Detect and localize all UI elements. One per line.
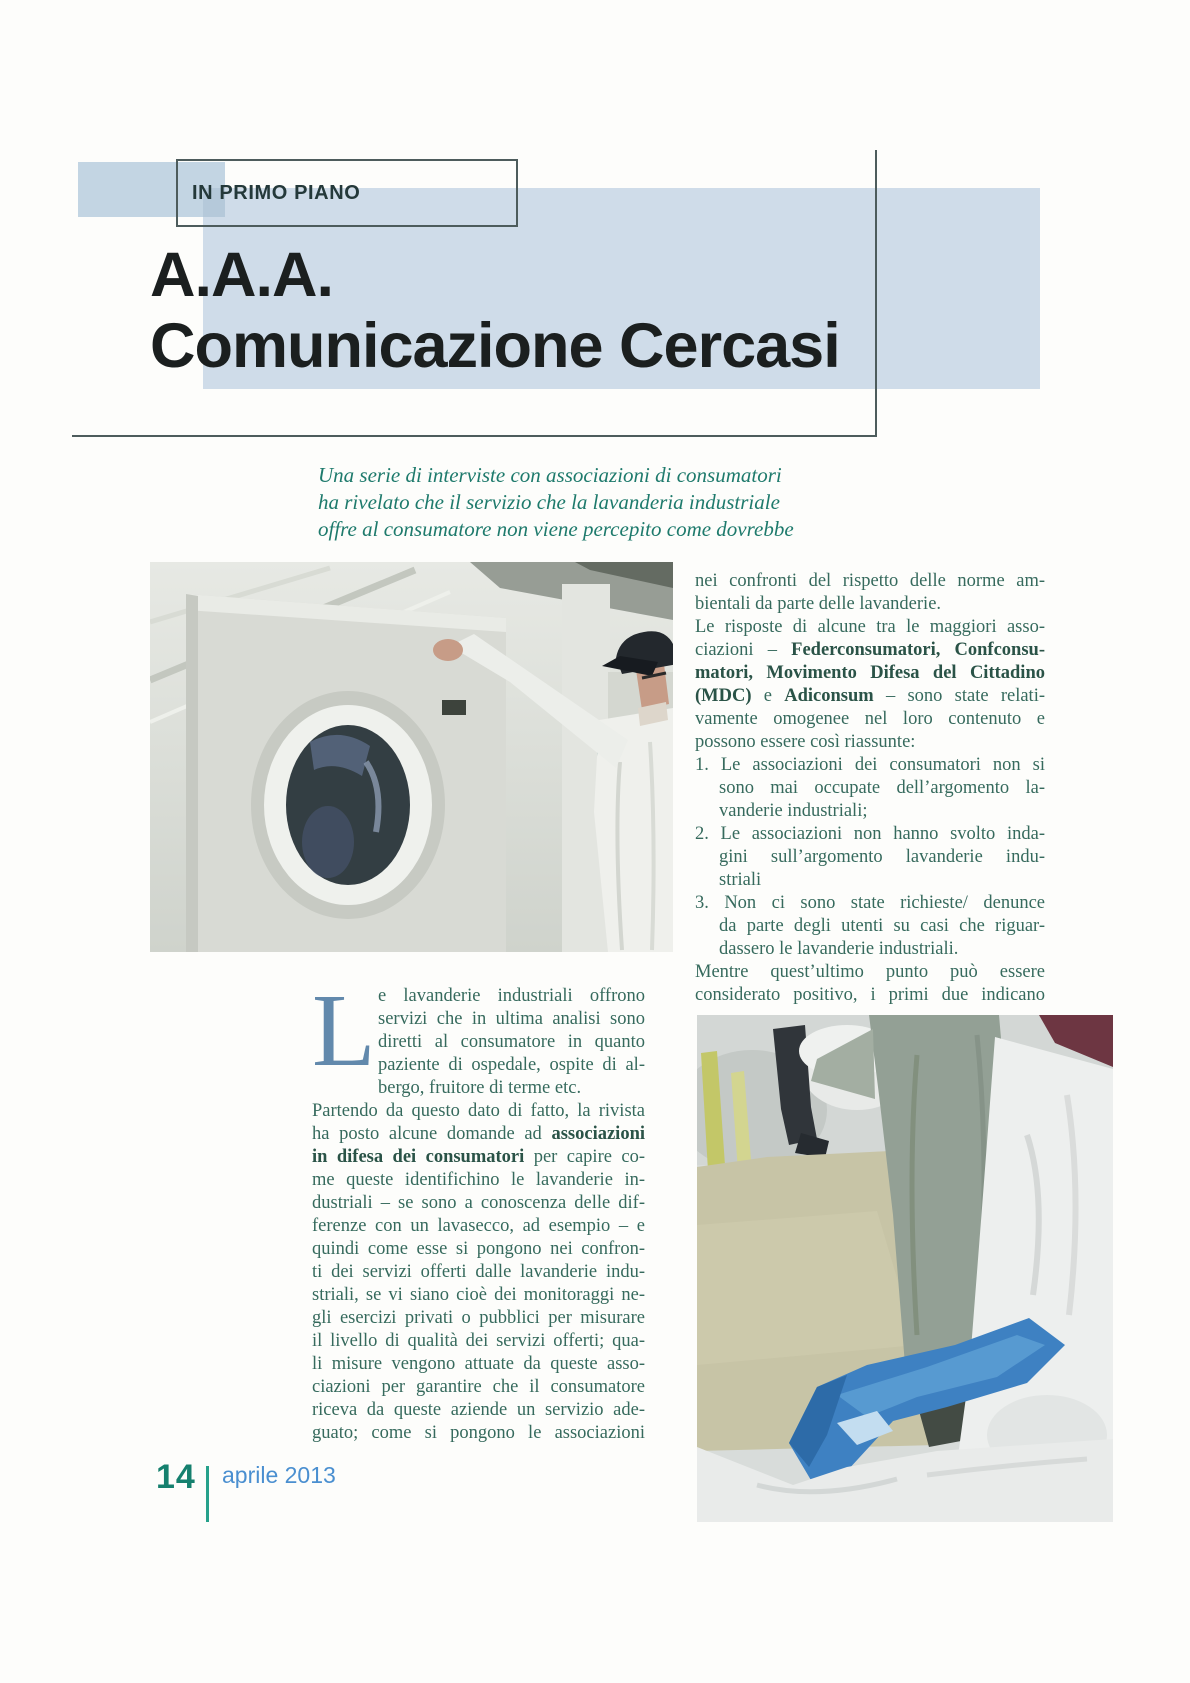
- text-line: [695, 823, 1045, 846]
- page-number: 14: [156, 1458, 196, 1496]
- text: ti dei servizi offerti dalle lavanderie indu-: [312, 1262, 645, 1282]
- standfirst-line: offre al consumatore non viene percepito come dovrebbe: [318, 517, 794, 541]
- text: Mentre quest’ultimo punto può essere: [695, 962, 1045, 982]
- text: il livello di qualità dei servizi offerti; qua-: [312, 1331, 645, 1351]
- text-line: [312, 1123, 645, 1146]
- text-line: [695, 777, 1045, 800]
- text: e: [751, 686, 785, 706]
- text: striali: [719, 870, 762, 890]
- text: 2. Le associazioni non hanno svolto inda-: [695, 824, 1045, 844]
- text-line: [695, 915, 1045, 938]
- text-line: [312, 1399, 645, 1422]
- text: riceva da queste aziende un servizio ade-: [312, 1400, 645, 1420]
- text: Le risposte di alcune tra le maggiori asso-: [695, 617, 1045, 637]
- text-line: [695, 754, 1045, 777]
- text-line: [695, 869, 1045, 892]
- text: Partendo da questo dato di fatto, la rivista: [312, 1101, 645, 1121]
- standfirst-line: ha rivelato che il servizio che la lavanderia industriale: [318, 490, 780, 514]
- text-line: [695, 616, 1045, 639]
- text: ferenze con un lavasecco, ad esempio – e: [312, 1216, 645, 1236]
- bold-text: Federconsumatori, Confconsu-: [791, 640, 1045, 660]
- text-line: [312, 1169, 645, 1192]
- washer-porthole: [251, 691, 445, 919]
- text: ha posto alcune domande ad: [312, 1124, 552, 1144]
- text: quindi come esse si pongono nei confron-: [312, 1239, 645, 1259]
- text-line: [312, 1146, 645, 1169]
- article-standfirst: [318, 462, 893, 543]
- text: ciazioni per garantire che il consumatore: [312, 1377, 645, 1397]
- bold-text: Adiconsum: [784, 686, 874, 706]
- text: gli esercizi privati o pubblici per misurare: [312, 1308, 645, 1328]
- footer-divider: [206, 1466, 209, 1522]
- horizontal-rule: [72, 435, 877, 437]
- bold-text: in difesa dei consumatori: [312, 1147, 525, 1167]
- text-line: [695, 708, 1045, 731]
- article-title: [150, 240, 910, 382]
- body-column-left: [312, 973, 645, 1445]
- text: dassero le lavanderie industriali.: [719, 939, 959, 959]
- text: bergo, fruitore di terme etc.: [378, 1078, 582, 1098]
- text: vanderie industriali;: [719, 801, 868, 821]
- text: servizi che in ultima analisi sono: [378, 1009, 645, 1029]
- title-line-1: A.A.A.: [150, 240, 333, 310]
- text: sono mai occupate dell’argomento la-: [719, 778, 1045, 798]
- text: guato; come si pongono le associazioni: [312, 1423, 645, 1443]
- text-line: [312, 1192, 645, 1215]
- photo-laundry-sorting: [697, 1015, 1113, 1522]
- text: da parte degli utenti su casi che riguar-: [719, 916, 1045, 936]
- text: considerato positivo, i primi due indicano: [695, 985, 1045, 1005]
- issue-date: aprile 2013: [222, 1462, 336, 1488]
- text: possono essere così riassunte:: [695, 732, 916, 752]
- text-line: [695, 984, 1045, 1007]
- text: 1. Le associazioni dei consumatori non si: [695, 755, 1045, 775]
- photo-industrial-washer: [150, 562, 673, 952]
- text-line: [695, 800, 1045, 823]
- bold-text: (MDC): [695, 686, 752, 706]
- text-line: [312, 1215, 645, 1238]
- text-line: [695, 593, 1045, 616]
- text: striali, se vi siano cioè dei monitoraggi ne-: [312, 1285, 645, 1305]
- text-line: [312, 1284, 645, 1307]
- text: – sono state relati-: [873, 686, 1045, 706]
- text: gini sull’argomento lavanderie indu-: [719, 847, 1045, 867]
- text-line: [695, 846, 1045, 869]
- text: ciazioni –: [695, 640, 792, 660]
- text-line: [695, 570, 1045, 593]
- text-line: [695, 639, 1045, 662]
- text-line: [695, 685, 1045, 708]
- vertical-rule: [875, 150, 877, 437]
- text: me queste identifichino le lavanderie in-: [312, 1170, 645, 1190]
- bold-text: matori, Movimento Difesa del Cittadino: [695, 663, 1045, 683]
- kicker-box: [176, 159, 518, 227]
- bold-text: associazioni: [551, 1124, 645, 1144]
- text-line: [312, 1330, 645, 1353]
- text-line: [695, 892, 1045, 915]
- text-line: [695, 662, 1045, 685]
- text: e lavanderie industriali offrono: [378, 986, 645, 1006]
- text-line: [695, 938, 1045, 961]
- text-line: [312, 1307, 645, 1330]
- text: paziente di ospedale, ospite di al-: [378, 1055, 645, 1075]
- text-line: [312, 1376, 645, 1399]
- text: 3. Non ci sono state richieste/ denunce: [695, 893, 1045, 913]
- text-line: [312, 1238, 645, 1261]
- text: vamente omogenee nel loro contenuto e: [695, 709, 1045, 729]
- text: bientali da parte delle lavanderie.: [695, 594, 942, 614]
- text-line: [312, 1353, 645, 1376]
- text-line: [312, 1422, 645, 1445]
- drop-cap: L: [312, 973, 376, 1088]
- text: li misure vengono attuate da queste asso-: [312, 1354, 645, 1374]
- text-line: [695, 731, 1045, 754]
- standfirst-line: Una serie di interviste con associazioni di consumatori: [318, 463, 782, 487]
- body-column-right: [695, 570, 1045, 1007]
- text: nei confronti del rispetto delle norme am-: [695, 571, 1045, 591]
- text-line: [312, 1100, 645, 1123]
- text: per capire co-: [524, 1147, 645, 1167]
- text-line: [312, 1261, 645, 1284]
- title-line-2: Comunicazione Cercasi: [150, 311, 840, 381]
- text: diretti al consumatore in quanto: [378, 1032, 645, 1052]
- kicker-label: IN PRIMO PIANO: [192, 181, 361, 204]
- text: dustriali – se sono a conoscenza delle dif-: [312, 1193, 645, 1213]
- text-line: [695, 961, 1045, 984]
